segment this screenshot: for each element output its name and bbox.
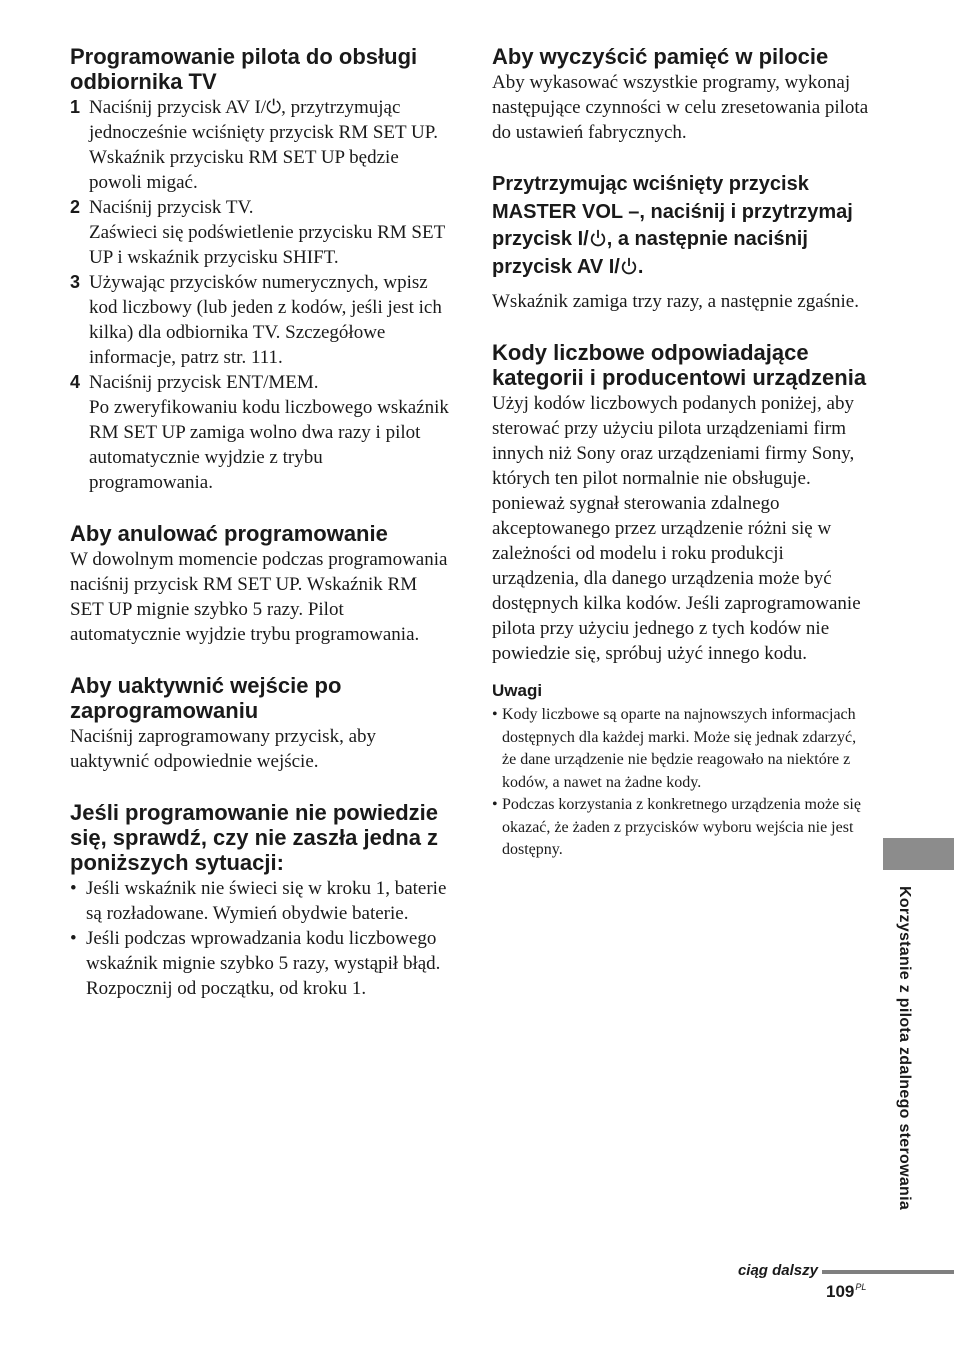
step-text: Naciśnij przycisk AV I/⏻, przytrzymując jednocześnie wciśnięty przycisk RM SET UP. <box>89 97 438 143</box>
left-column <box>70 44 450 1001</box>
chapter-label: Korzystanie z pilota zdalnego sterowania <box>896 886 913 1211</box>
bullet-icon: • <box>492 796 498 813</box>
step-text: Po zweryfikowaniu kodu liczbowego wskaźnik RM SET UP zamiga wolno dwa razy i pilot automatycznie wyjdzie z trybu programowania. <box>89 397 449 493</box>
section-title-clear-memory: Aby wyczyścić pamięć w pilocie <box>492 44 829 69</box>
section-title-tv-programming: Programowanie pilota do obsługi odbiornika TV <box>70 44 418 94</box>
step-number: 3 <box>70 272 81 292</box>
section-title-codes: Kody liczbowe odpowiadające kategorii i producentowi urządzenia <box>492 340 867 390</box>
section-body-clear-memory: Aby wykasować wszystkie programy, wykonaj następujące czynności w celu zresetowania pilota do ustawień fabrycznych. <box>492 72 869 143</box>
note-item <box>492 794 872 862</box>
step-2 <box>70 195 450 270</box>
bullet-icon: • <box>70 928 77 949</box>
instruction-text: , a następnie naciśnij przycisk AV I/ <box>492 228 808 278</box>
section-body-codes: Użyj kodów liczbowych podanych poniżej, aby sterować przy użyciu pilota urządzeniami firm innych niż Sony oraz urządzeniami firmy Sony, których ten pilot normalnie nie obsługuje. ponieważ sygnał sterowania zdalnego akceptowanego przez urządzenie różni się w zależności od modelu i roku produkcji urządzenia, dla danego urządzenia może być dostępnych kilka kodów. Jeśli zaprogramowanie pilota przy użyciu jednego z tych kodów nie powiedzie się, spróbuj użyć innego kodu. <box>492 393 861 664</box>
section-title-troubleshoot: Jeśli programowanie nie powiedzie się, sprawdź, czy nie zaszła jedna z poniższych sytuacji: <box>70 800 439 875</box>
instruction-text: Przytrzymując wciśnięty przycisk MASTER VOL –, naciśnij i przytrzymaj przycisk I/ <box>492 173 853 250</box>
chapter-tab <box>883 838 954 870</box>
step-text: Zaświeci się podświetlenie przycisku RM SET UP i wskaźnik przycisku SHIFT. <box>89 222 445 268</box>
section-body-activate: Naciśnij zaprogramowany przycisk, aby uaktywnić odpowiednie wejście. <box>70 726 377 772</box>
list-item <box>70 876 450 926</box>
list-item-text: Jeśli podczas wprowadzania kodu liczbowego wskaźnik mignie szybko 5 razy, wystąpił błąd. Rozpocznij od początku, od kroku 1. <box>86 928 441 999</box>
continued-label: ciąg dalszy <box>737 1262 818 1279</box>
instruction-text: . <box>637 255 644 278</box>
notes-title: Uwagi <box>492 681 543 700</box>
step-1 <box>70 95 450 195</box>
power-icon <box>589 229 607 247</box>
step-text: Wskaźnik przycisku RM SET UP będzie powoli migać. <box>89 147 399 193</box>
list-item-text: Jeśli wskaźnik nie świeci się w kroku 1, baterie są rozładowane. Wymień obydwie baterie. <box>86 878 447 924</box>
list-item <box>70 926 450 1001</box>
page-suffix: PL <box>855 1282 867 1292</box>
instruction-result: Wskaźnik zamiga trzy razy, a następnie zgaśnie. <box>492 291 859 312</box>
note-item <box>492 704 872 794</box>
power-icon <box>620 257 638 275</box>
step-text: Używając przycisków numerycznych, wpisz kod liczbowy (lub jeden z kodów, jeśli jest ich kilka) dla odbiornika TV. Szczegółowe informacje, patrz str. 111. <box>89 272 442 368</box>
instruction-heading <box>492 171 872 281</box>
step-text: Naciśnij przycisk TV. <box>89 197 254 218</box>
page-number-value: 109 <box>826 1282 855 1301</box>
section-title-activate: Aby uaktywnić wejście po zaprogramowaniu <box>70 673 342 723</box>
steps-list <box>70 95 450 495</box>
bullet-icon: • <box>492 706 498 723</box>
right-column <box>492 44 872 862</box>
section-body-cancel: W dowolnym momencie podczas programowania naciśnij przycisk RM SET UP. Wskaźnik RM SET UP mignie szybko 5 razy. Pilot automatycznie wyjdzie trybu programowania. <box>70 549 448 645</box>
step-number: 4 <box>70 372 81 392</box>
note-text: Podczas korzystania z konkretnego urządzenia może się okazać, że żaden z przycisków wyboru wejścia nie jest dostępny. <box>502 796 861 858</box>
section-title-cancel: Aby anulować programowanie <box>70 521 388 546</box>
step-3 <box>70 270 450 370</box>
step-number: 1 <box>70 97 81 117</box>
bullet-icon: • <box>70 878 77 899</box>
note-text: Kody liczbowe są oparte na najnowszych informacjach dostępnych dla każdej marki. Może się jednak zdarzyć, że dane urządzenie nie będzie reagowało na niektóre z kodów, a nawet na żadne kody. <box>502 706 857 791</box>
step-text: Naciśnij przycisk ENT/MEM. <box>89 372 319 393</box>
step-number: 2 <box>70 197 81 217</box>
continued-rule <box>822 1270 954 1274</box>
step-4 <box>70 370 450 495</box>
page-number <box>826 1282 866 1302</box>
